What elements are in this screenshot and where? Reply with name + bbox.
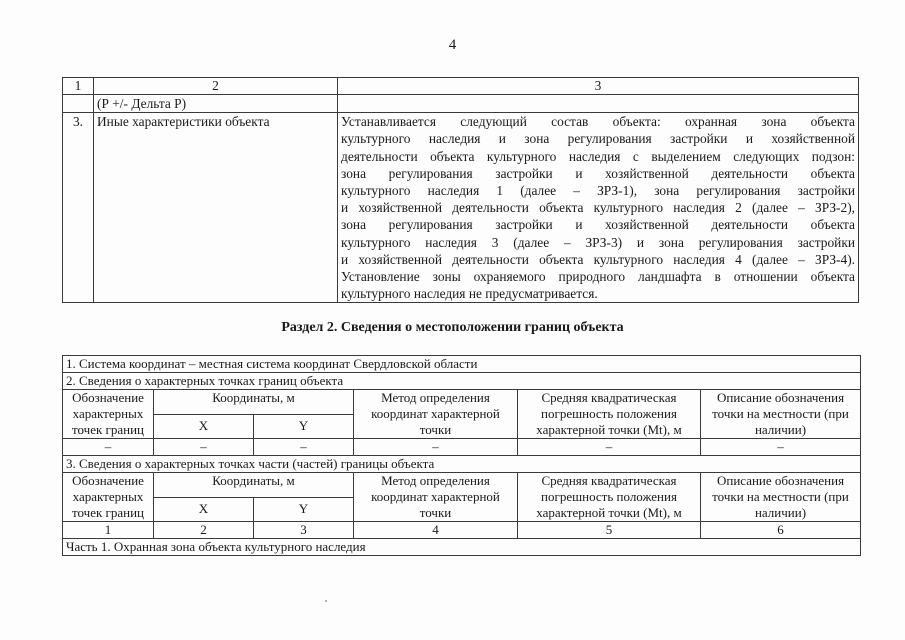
table-row [63, 522, 861, 539]
dash-cell: – [154, 439, 254, 456]
col-error: Средняя квадратическая погрешность положения характерной точки (Mt), м [518, 473, 701, 522]
row-number: 3. [63, 113, 94, 303]
description-line: и хозяйственной деятельности объекта культурного наследия 2 (далее – ЗРЗ-2), [341, 200, 855, 216]
description-line: культурного наследия и зона регулирования застройки и хозяйственной [341, 131, 855, 147]
dash-cell: – [354, 439, 518, 456]
header-col-2: 2 [94, 78, 338, 95]
object-characteristics-table [62, 77, 859, 303]
col-x: X [154, 414, 254, 439]
column-number: 5 [518, 522, 701, 539]
col-designation: Обозначение характерных точек границ [63, 390, 154, 439]
description-line: зона регулирования застройки и хозяйственной деятельности объекта [341, 165, 855, 181]
column-number: 6 [701, 522, 861, 539]
page-number: 4 [448, 37, 457, 53]
coordinate-system: 1. Система координат – местная система координат Свердловской области [63, 356, 861, 373]
dash-cell: – [63, 439, 154, 456]
description-line: зона регулирования застройки и хозяйственной деятельности объекта [341, 217, 855, 233]
table-row [63, 539, 861, 556]
dash-cell: – [254, 439, 354, 456]
header-col-1: 1 [63, 78, 94, 95]
col-y: Y [254, 497, 354, 522]
table-header-row [63, 473, 861, 498]
dash-cell: – [701, 439, 861, 456]
continuation-text: (Р +/- Дельта Р) [94, 95, 338, 113]
col-x: X [154, 497, 254, 522]
column-number: 2 [154, 522, 254, 539]
col-description: Описание обозначения точки на местности (при наличии) [701, 390, 861, 439]
table-row [63, 373, 861, 390]
header-col-3: 3 [338, 78, 859, 95]
section-title: Раздел 2. Сведения о местоположении границ объекта [281, 320, 624, 335]
col-coords: Координаты, м [154, 390, 354, 415]
description-line: Установление зоны охраняемого природного ландшафта в отношении объекта [341, 269, 855, 285]
part-points-heading: 3. Сведения о характерных точках части (частей) границы объекта [63, 456, 861, 473]
column-number: 1 [63, 522, 154, 539]
row-name: Иные характеристики объекта [94, 113, 338, 303]
description-line: культурного наследия 3 (далее – ЗРЗ-3) и зона регулирования застройки [341, 234, 855, 250]
description-line: деятельности объекта культурного наследия с выделением следующих подзон: [341, 148, 855, 164]
description-line: и хозяйственной деятельности объекта культурного наследия 4 (далее – ЗРЗ-4). [341, 251, 855, 267]
table-row [63, 456, 861, 473]
col-method: Метод определения координат характерной точки [354, 390, 518, 439]
table-row [63, 113, 859, 303]
boundary-points-table [62, 355, 861, 556]
scan-artifact [325, 600, 327, 602]
col-description: Описание обозначения точки на местности (при наличии) [701, 473, 861, 522]
col-designation: Обозначение характерных точек границ [63, 473, 154, 522]
col-y: Y [254, 414, 354, 439]
dash-cell: – [518, 439, 701, 456]
table-header-row [63, 390, 861, 415]
points-heading: 2. Сведения о характерных точках границ объекта [63, 373, 861, 390]
col-coords: Координаты, м [154, 473, 354, 498]
description-line: культурного наследия не предусматривается. [341, 286, 598, 302]
row-description [338, 113, 859, 303]
part-1-heading: Часть 1. Охранная зона объекта культурного наследия [63, 539, 861, 556]
table-row [63, 95, 859, 113]
column-number: 3 [254, 522, 354, 539]
table-row [63, 439, 861, 456]
table-header-row [63, 78, 859, 95]
description-line: Устанавливается следующий состав объекта: охранная зона объекта [341, 114, 855, 130]
column-number: 4 [354, 522, 518, 539]
col-method: Метод определения координат характерной точки [354, 473, 518, 522]
table-row [63, 356, 861, 373]
description-line: культурного наследия 1 (далее – ЗРЗ-1), зона регулирования застройки [341, 183, 855, 199]
col-error: Средняя квадратическая погрешность положения характерной точки (Mt), м [518, 390, 701, 439]
